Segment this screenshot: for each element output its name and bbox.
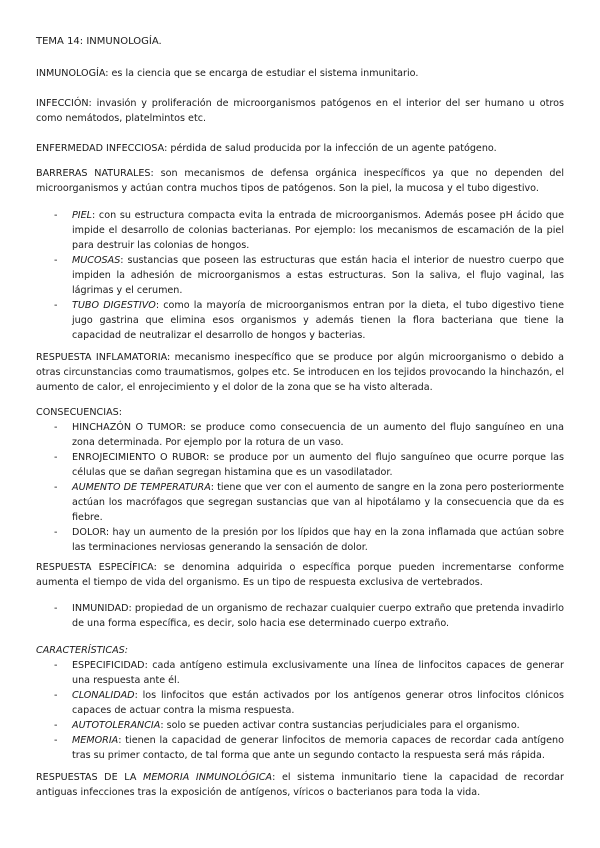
list-item (54, 658, 564, 688)
list-item (54, 450, 564, 480)
term: BARRERAS NATURALES (36, 168, 151, 179)
definition-text: : es la ciencia que se encarga de estudiar el sistema inmunitario. (105, 68, 419, 79)
term: HINCHAZÓN O TUMOR (72, 422, 183, 433)
bullet-dash: - (54, 660, 58, 671)
item-text: : como la mayoría de microorganismos entran por la dieta, el tubo digestivo tiene jugo gastrina que elimina esos organismos y además tienen la flora bacteriana que tiene la capacidad de neutralizar el desarrollo de hongos y bacterias. (72, 300, 565, 341)
list-item (54, 525, 564, 555)
item-text: : tiene que ver con el aumento de sangre en la zona pero posteriormente actúan los macrófagos que segregan sustancias que van al hipotálamo y la consecuencia que da es fiebre. (72, 482, 564, 523)
list-item (54, 208, 564, 253)
consecuencias-list (54, 420, 564, 555)
definition-especifica (36, 560, 564, 590)
inmunidad-list (54, 601, 564, 631)
term: MUCOSAS (72, 255, 121, 266)
definition-text: : mecanismo inespecífico que se produce por algún microorganismo o debido a otras circunstancias como traumatismos, golpes etc. Se introducen en los tejidos provocando la hinchazón, el aumento de calor, el enrojecimiento y el dolor de la zona que se ha visto alterada. (36, 352, 564, 393)
term: ENROJECIMIENTO O RUBOR (72, 452, 207, 463)
item-text: : se produce por un aumento del flujo sanguíneo que ocurre porque las células que se dañan segregan histamina que es un vasodilatador. (72, 452, 564, 478)
term: INMUNOLOGÍA (36, 68, 106, 79)
term: DOLOR (72, 527, 106, 538)
definition-inflamatoria (36, 350, 564, 395)
barreras-list (54, 208, 564, 343)
list-item (54, 480, 564, 525)
bullet-dash: - (54, 422, 58, 433)
term: CLONALIDAD (72, 690, 135, 701)
term: AUMENTO DE TEMPERATURA (72, 482, 211, 493)
consecuencias-heading: CONSECUENCIAS: (36, 407, 122, 418)
term: RESPUESTA INFLAMATORIA (36, 352, 167, 363)
item-text: : cada antígeno estimula exclusivamente una línea de linfocitos capaces de generar una respuesta ante él. (72, 660, 564, 686)
definition-text: : son mecanismos de defensa orgánica inespecíficos ya que no dependen del microorganismos y actúan contra muchos tipos de patógenos. Son la piel, la mucosa y el tubo digestivo. (36, 168, 564, 194)
definition-text: : el sistema inmunitario tiene la capacidad de recordar antiguas infecciones tras la exposición de antígenos, víricos o bacterianos para toda la vida. (36, 772, 564, 798)
list-item (54, 298, 564, 343)
definition-infeccion (36, 96, 564, 126)
term: RESPUESTA ESPECÍFICA (36, 562, 154, 573)
item-text: : se produce como consecuencia de un aumento del flujo sanguíneo en una zona determinada. Por ejemplo por la rotura de un vaso. (72, 422, 564, 448)
term: ESPECIFICIDAD (72, 660, 145, 671)
term: INFECCIÓN (36, 98, 89, 109)
item-text: : solo se pueden activar contra sustancias perjudiciales para el organismo. (160, 720, 520, 731)
term-emphasis: MEMORIA INMUNOLÓGICA (143, 772, 273, 783)
list-item (54, 688, 564, 718)
item-text: : sustancias que poseen las estructuras que están hacia el interior de nuestro cuerpo que impiden la adhesión de microorganismos a estas estructuras. Son la saliva, el flujo vaginal, las lágrimas y el cerumen. (72, 255, 564, 296)
list-item (54, 718, 564, 733)
page-title: TEMA 14: INMUNOLOGÍA. (36, 36, 162, 47)
term: INMUNIDAD (72, 603, 129, 614)
bullet-dash: - (54, 720, 58, 731)
bullet-dash: - (54, 300, 58, 311)
bullet-dash: - (54, 690, 58, 701)
list-item (54, 601, 564, 631)
bullet-dash: - (54, 527, 58, 538)
term: ENFERMEDAD INFECCIOSA (36, 143, 165, 154)
list-item (54, 253, 564, 298)
list-item (54, 733, 564, 763)
definition-text: : se denomina adquirida o específica porque pueden incrementarse conforme aumenta el tiempo de vida del organismo. Es un tipo de respuesta exclusiva de vertebrados. (36, 562, 564, 588)
definition-barreras (36, 166, 564, 196)
term: AUTOTOLERANCIA (72, 720, 161, 731)
caracteristicas-list (54, 658, 564, 763)
item-text: : propiedad de un organismo de rechazar cualquier cuerpo extraño que pretenda invadirlo de una forma específica, es decir, solo hacia ese determinado cuerpo extraño. (72, 603, 564, 629)
item-text: : tienen la capacidad de generar linfocitos de memoria capaces de recordar cada antígeno tras su primer contacto, de tal forma que ante un segundo contacto la respuesta será más rápida. (72, 735, 564, 761)
bullet-dash: - (54, 210, 58, 221)
definition-memoria (36, 770, 564, 800)
bullet-dash: - (54, 482, 58, 493)
term: MEMORIA (72, 735, 119, 746)
definition-text: : pérdida de salud producida por la infección de un agente patógeno. (164, 143, 497, 154)
bullet-dash: - (54, 735, 58, 746)
term: TUBO DIGESTIVO (72, 300, 156, 311)
definition-enfermedad (36, 141, 564, 156)
bullet-dash: - (54, 255, 58, 266)
term: RESPUESTAS DE LA (36, 772, 144, 783)
item-text: : hay un aumento de la presión por los lípidos que hay en la zona inflamada que actúan sobre las terminaciones nerviosas generando la sensación de dolor. (72, 527, 564, 553)
bullet-dash: - (54, 603, 58, 614)
caracteristicas-heading: CARACTERÍSTICAS: (36, 645, 128, 656)
list-item (54, 420, 564, 450)
item-text: : con su estructura compacta evita la entrada de microorganismos. Además posee pH ácido que impide el desarrollo de colonias bacterianas. Por ejemplo: los mecanismos de escamación de la piel para destruir las colonias de hongos. (72, 210, 564, 251)
item-text: : los linfocitos que están activados por los antígenos generar otros linfocitos clónicos capaces de actuar contra la misma respuesta. (72, 690, 564, 716)
definition-text: : invasión y proliferación de microorganismos patógenos en el interior del ser humano u otros como nemátodos, platelmintos etc. (36, 98, 564, 124)
definition-inmunologia (36, 66, 564, 81)
bullet-dash: - (54, 452, 58, 463)
term: PIEL (72, 210, 93, 221)
